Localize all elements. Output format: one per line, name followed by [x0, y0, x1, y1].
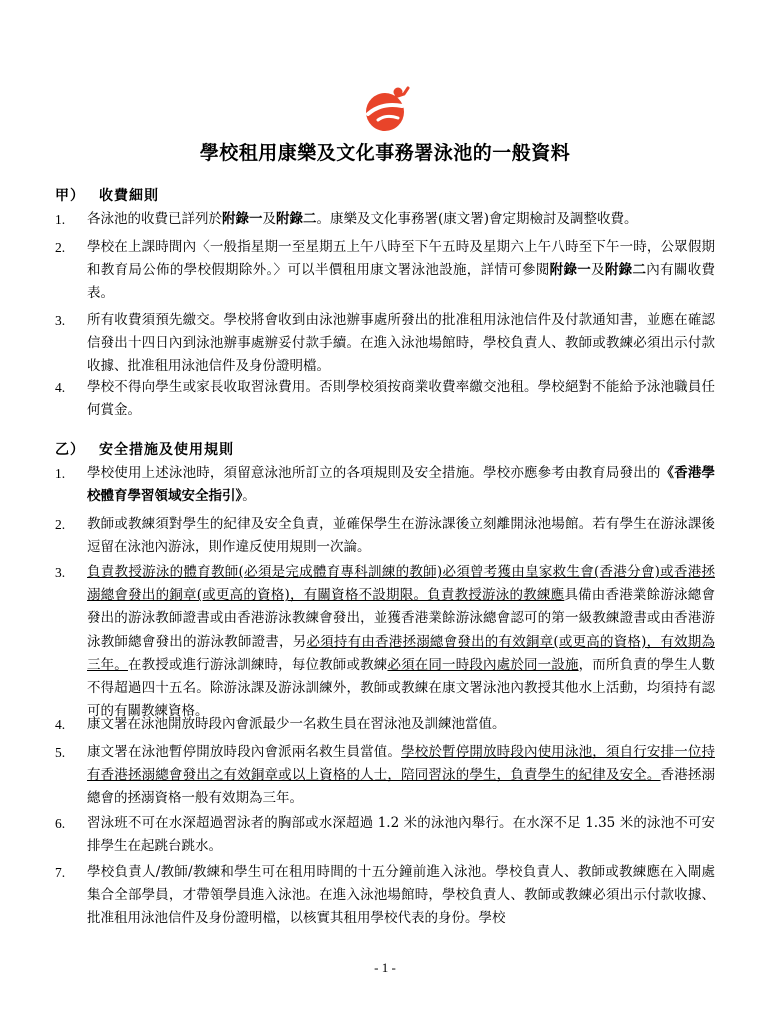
item-number: 5.	[55, 745, 66, 760]
item-text: 學校使用上述泳池時，須留意泳池所訂立的各項規則及安全措施。學校亦應參考由教育局發出的《香港學校體育學習領域安全指引》。	[87, 465, 716, 505]
item-number: 2.	[55, 517, 66, 532]
item-number: 2.	[55, 240, 66, 255]
item-text: 教師或教練須對學生的紀律及安全負責，並確保學生在游泳課後立刻離開泳池場館。若有學生在游泳課後逗留在泳池內游泳，則作違反使用規則一次論。	[87, 516, 715, 556]
item-text: 學校不得向學生或家長收取習泳費用。否則學校須按商業收費率繳交池租。學校絕對不能給予泳池職員任何賞金。	[87, 379, 715, 419]
section-a-item-3	[55, 309, 715, 379]
item-text: 負責教授游泳的體育教師(必須是完成體育專科訓練的教師)必須曾考獲由皇家救生會(香港分會)或香港拯溺總會發出的銅章(或更高的資格)，有關資格不設期限。負責教授游泳的教練應具備由香港業餘游泳總會發出的游泳教師證書或由香港游泳教練會發出，並獲香港業餘游泳總會認可的第一級教練證書或由香港游泳教師總會發出的游泳教師證書，另必須持有由香港拯溺總會發出的有效銅章(或更高的資格)，有效期為三年。在教授或進行游泳訓練時，每位教師或教練必須在同一時段內處於同一設施，而所負責的學生人數不得超過四十五名。除游泳課及游泳訓練外，教師或教練在康文署泳池內教授其他水上活動，均須持有認可的有關教練資格。	[87, 564, 716, 720]
item-text: 習泳班不可在水深超過習泳者的胸部或水深超過 1.2 米的泳池內舉行。在水深不足 1.35 米的泳池不可安排學生在起跳台跳水。	[87, 815, 715, 855]
section-b-marker: 乙）	[55, 442, 85, 458]
section-a-item-4	[55, 376, 715, 422]
section-b-item-5	[55, 741, 715, 811]
item-text: 康文署在泳池暫停開放時段內會派兩名救生員當值。學校於暫停開放時段內使用泳池，須自行安排一位持有香港拯溺總會發出之有效銅章或以上資格的人士，陪同習泳的學生，負責學生的紀律及安全。香港拯溺總會的拯溺資格一般有效期為三年。	[87, 744, 716, 807]
section-a-heading	[55, 185, 159, 205]
section-a-marker: 甲）	[55, 188, 85, 204]
item-text: 各泳池的收費已詳列於附錄一及附錄二。康樂及文化事務署(康文署)會定期檢討及調整收費。	[87, 211, 638, 227]
item-number: 4.	[55, 717, 66, 732]
item-text: 所有收費須預先繳交。學校將會收到由泳池辦事處所發出的批准租用泳池信件及付款通知書，並應在確認信發出十四日內到泳池辦事處辦妥付款手續。在進入泳池場館時，學校負責人、教師或教練必須出示付款收據、批准租用泳池信件及身份證明檔。	[87, 312, 715, 375]
item-number: 3.	[55, 313, 66, 328]
section-a-item-1	[55, 208, 715, 231]
item-number: 3.	[55, 565, 66, 580]
section-b-item-6	[55, 812, 715, 858]
item-number: 6.	[55, 816, 66, 831]
section-b-item-7	[55, 861, 715, 931]
item-text: 學校負責人/教師/教練和學生可在租用時間的十五分鐘前進入泳池。學校負責人、教師或教練應在入閘處集合全部學員，才帶領學員進入泳池。在進入泳池場館時，學校負責人、教師或教練必須出示付款收據、批准租用泳池信件及身份證明檔，以核實其租用學校代表的身份。學校	[87, 864, 715, 927]
item-number: 4.	[55, 380, 66, 395]
section-b-item-2	[55, 513, 715, 559]
section-b-item-3	[55, 561, 715, 723]
section-b-heading	[55, 439, 234, 459]
document-title: 學校租用康樂及文化事務署泳池的一般資料	[199, 142, 571, 164]
item-number: 1.	[55, 466, 66, 481]
page-number: - 1 -	[374, 960, 396, 975]
item-text: 康文署在泳池開放時段內會派最少一名救生員在習泳池及訓練池當值。	[87, 716, 506, 732]
section-b-item-4	[55, 713, 715, 736]
swimmer-logo-icon	[364, 84, 410, 134]
item-number: 1.	[55, 212, 66, 227]
item-number: 7.	[55, 865, 66, 880]
section-a-item-2	[55, 236, 715, 306]
lcsd-logo	[364, 84, 410, 134]
section-a-title: 收費細則	[99, 188, 159, 204]
section-b-title: 安全措施及使用規則	[99, 442, 234, 458]
section-b-item-1	[55, 462, 715, 508]
item-text: 學校在上課時間內〈一般指星期一至星期五上午八時至下午五時及星期六上午八時至下午一時，公眾假期和教育局公佈的學校假期除外。〉可以半價租用康文署泳池設施，詳情可參閱附錄一及附錄二內有關收費表。	[87, 239, 716, 302]
